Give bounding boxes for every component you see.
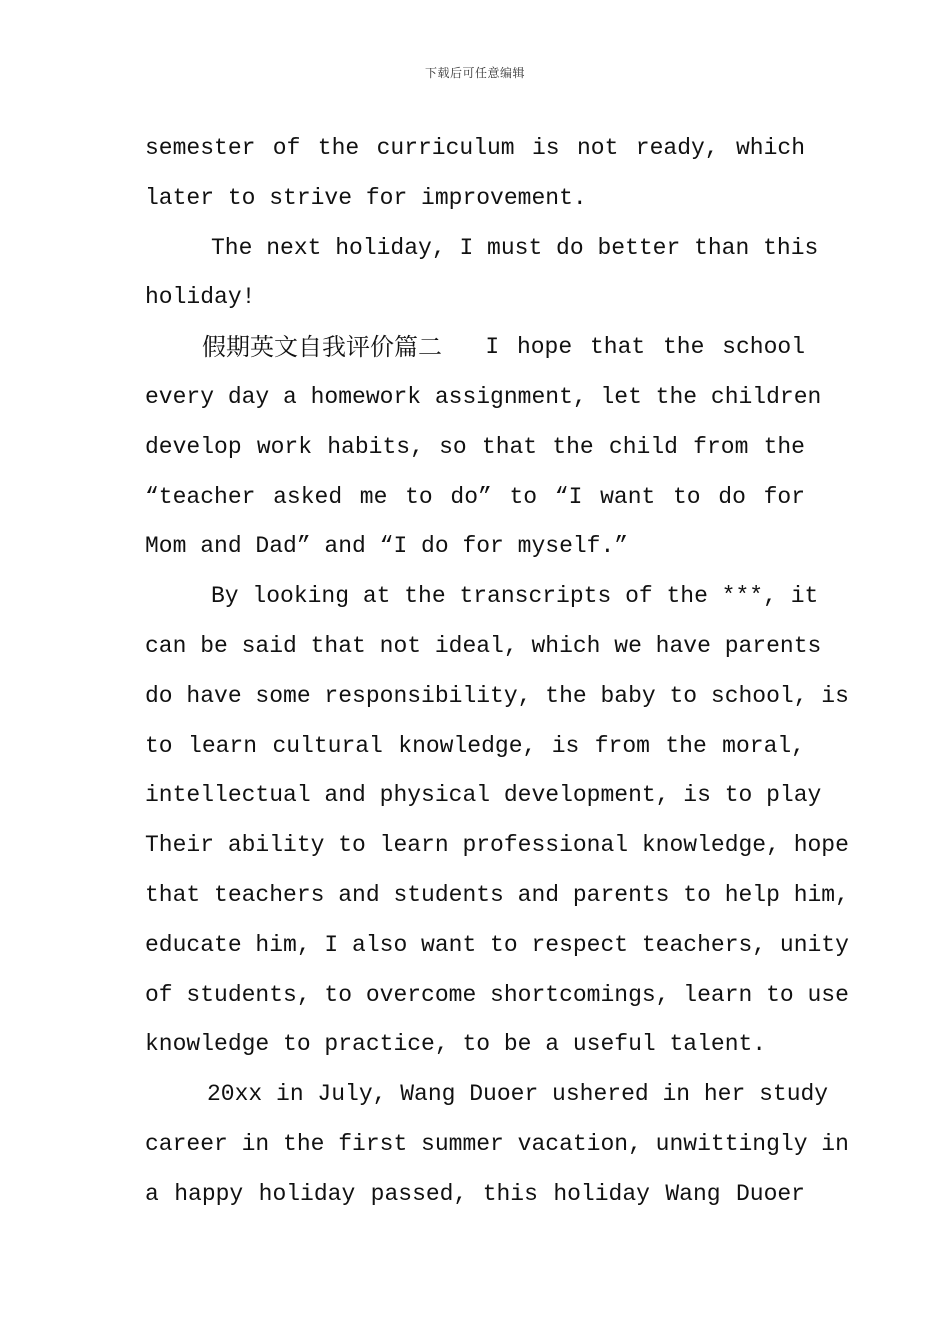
document-body xyxy=(145,124,849,1220)
text-line: every day a homework assignment, let the children xyxy=(145,383,822,410)
section-heading: 假期英文自我评价篇二 xyxy=(202,333,442,362)
text-line: educate him, I also want to respect teachers, unity xyxy=(145,931,849,958)
paragraph xyxy=(145,323,822,572)
text-line: to learn cultural knowledge, is from the moral, xyxy=(145,732,805,759)
text-line: develop work habits, so that the child from the xyxy=(145,433,805,460)
text-line: By looking at the transcripts of the ***, it xyxy=(211,583,819,610)
page-header: 下载后可任意编辑 xyxy=(424,66,525,80)
text-line: of students, to overcome shortcomings, learn to use xyxy=(145,981,849,1008)
text-line: The next holiday, I must do better than this xyxy=(211,234,819,261)
paragraph xyxy=(145,124,805,224)
text-line xyxy=(145,323,805,373)
paragraph xyxy=(145,572,849,1070)
text-line: career in the first summer vacation, unwittingly in xyxy=(145,1130,849,1157)
text-line: can be said that not ideal, which we have parents xyxy=(145,632,822,659)
text-line: semester of the curriculum is not ready, which xyxy=(145,135,805,161)
text-line: 20xx in July, Wang Duoer ushered in her study xyxy=(207,1081,829,1108)
text-line: do have some responsibility, the baby to school, is xyxy=(145,682,849,709)
text-line: Mom and Dad” and “I do for myself.” xyxy=(145,533,629,560)
paragraph xyxy=(145,1070,849,1219)
text-line-fragment: I hope that the school xyxy=(485,334,805,361)
text-line: intellectual and physical development, is to play xyxy=(145,782,822,809)
text-line: holiday! xyxy=(145,284,256,311)
text-line: a happy holiday passed, this holiday Wang Duoer xyxy=(145,1180,805,1207)
text-line: “teacher asked me to do” to “I want to do for xyxy=(145,483,805,510)
text-line: that teachers and students and parents to help him, xyxy=(145,881,849,908)
paragraph xyxy=(145,224,819,324)
text-line: Their ability to learn professional knowledge, hope xyxy=(145,832,849,859)
text-line: later to strive for improvement. xyxy=(145,184,587,211)
text-line: knowledge to practice, to be a useful talent. xyxy=(145,1031,767,1058)
